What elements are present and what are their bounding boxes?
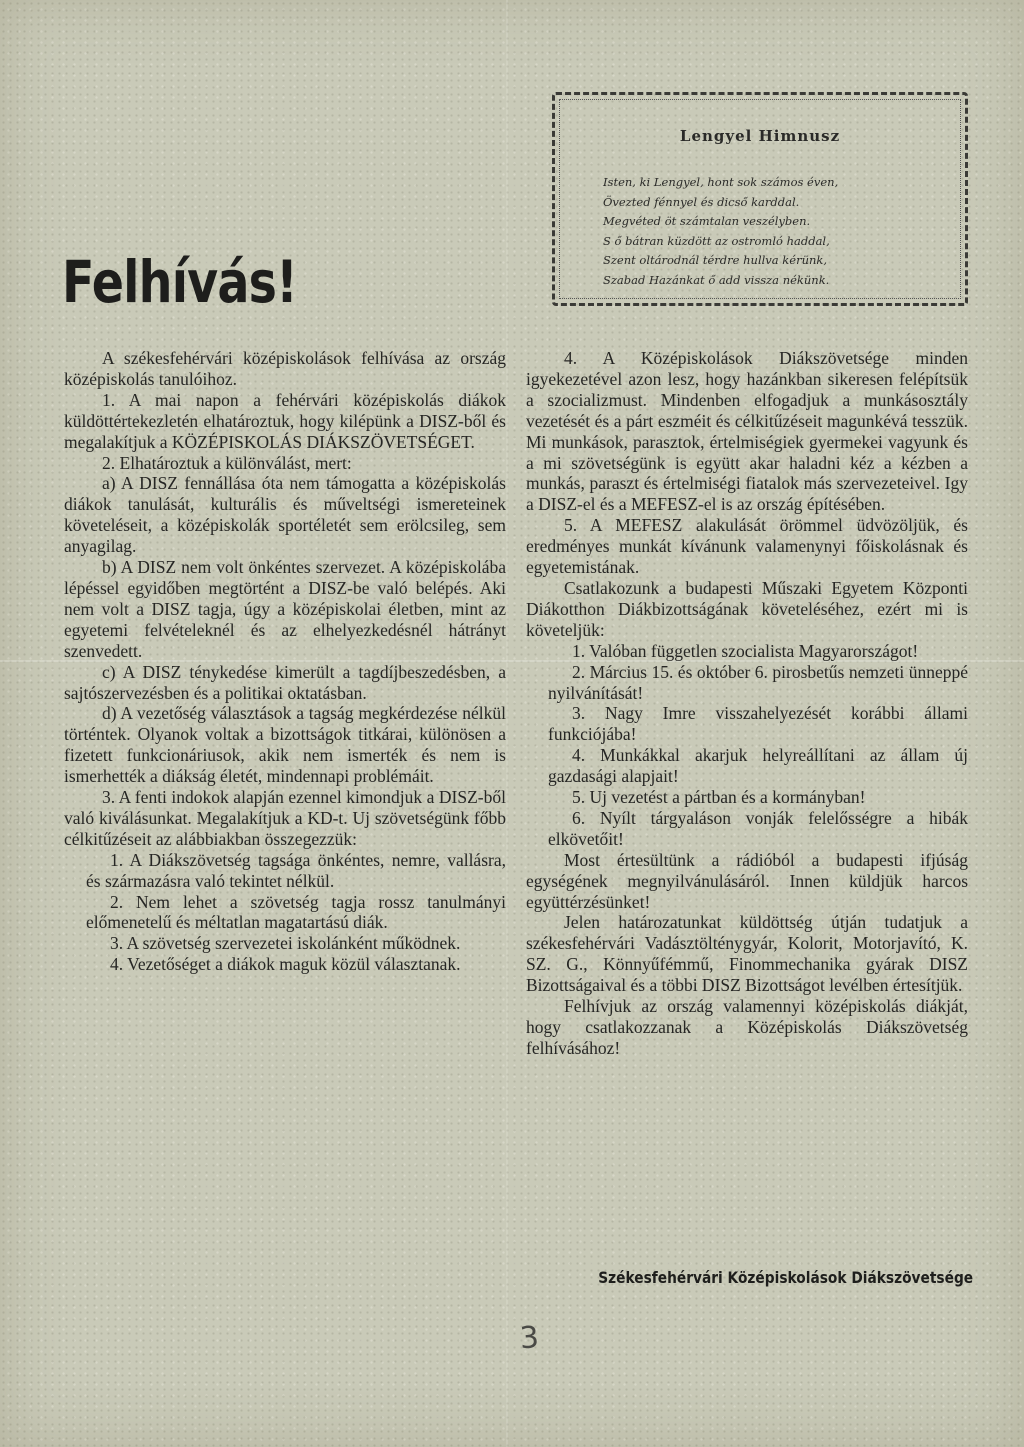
paragraph-notification: Jelen határozatunkat küldöttség útján tudatjuk a székesfehérvári Vadásztölténygyár, Kolorit, Motorjavító, K. SZ. G., Könnyűfémmű, Finommechanika gyárak DISZ Bizottságaival és a többi DISZ Bizottságot levélben értesítjük.: [526, 912, 968, 996]
paragraph-point-4: 4. A Középiskolások Diákszövetsége minden igyekezetével azon lesz, hogy hazánkban sikeresen felépítsük a szocializmust. Mindenben elfogadjuk a munkásosztály vezetését és a párt eszméit és célkitűzéseit magunkévá tesszük. Mi munkások, parasztok, értelmiségiek gyermekei vagyunk és a mi szövetségünk is együtt akar haladni kéz a kézben a munkás, paraszt és értelmiségi fiatalok más szervezeteivel. Igy a DISZ-el és a MEFESZ-el is az ország építésében.: [526, 348, 968, 515]
paragraph-point-1: 1. A mai napon a fehérvári középiskolás diákok küldöttértekezletén elhatároztuk, hogy kilépünk a DISZ-ből és megalakítjuk a KÖZÉPISKOLÁS DIÁKSZÖVETSÉGET.: [64, 389, 506, 452]
left-column: [64, 348, 506, 975]
paragraph-reason-a: a) A DISZ fennállása óta nem támogatta a középiskolás diákok tanulását, kulturális és műveltségi ismereteinek követeléseit, a középiskolák sportéletét sem erölcsileg, sem anyagilag.: [64, 473, 506, 557]
anthem-line: Szent oltárodnál térdre hullva kérünk,: [603, 253, 828, 268]
right-column: [526, 348, 968, 1059]
signature: Székesfehérvári Középiskolások Diákszövetsége: [598, 1268, 974, 1287]
demand-item: 5. Uj vezetést a pártban és a kormányban!: [572, 787, 866, 808]
paragraph-point-5: 5. A MEFESZ alakulását örömmel üdvözöljük, és eredményes munkát kívánunk valamenynyi főiskolásnak és egyetemistának.: [526, 515, 968, 578]
demand-item: 2. Március 15. és október 6. pirosbetűs nemzeti ünneppé nyilvánítását!: [548, 661, 968, 703]
goal-item: 1. A Diákszövetség tagsága önkéntes, nemre, vallásra, és származásra való tekintet nélkül.: [86, 849, 506, 891]
demand-item: 6. Nyílt tárgyaláson vonják felelősségre a hibák elkövetőit!: [548, 807, 968, 849]
paragraph-radio-news: Most értesültünk a rádióból a budapesti ifjúság egységének megnyilvánulásáról. Innen küldjük harcos együttérzésünket!: [526, 849, 968, 912]
paragraph-reason-c: c) A DISZ ténykedése kimerült a tagdíjbeszedésben, a sajtószervezésben és a politikai oktatásban.: [64, 661, 506, 703]
anthem-frame: [552, 92, 968, 306]
paragraph-intro: A székesfehérvári középiskolások felhívása az ország középiskolás tanulóihoz.: [64, 348, 506, 389]
paragraph-call-to-join: Felhívjuk az ország valamennyi középiskolás diákját, hogy csatlakozzanak a Középiskolás Diákszövetség felhívásához!: [526, 996, 968, 1058]
anthem-line: Megvéted öt számtalan veszélyben.: [603, 214, 811, 229]
demand-item: 3. Nagy Imre visszahelyezését korábbi állami funkciójába!: [548, 703, 968, 745]
anthem-line: Isten, ki Lengyel, hont sok számos éven,: [603, 175, 839, 189]
paragraph-reason-b: b) A DISZ nem volt önkéntes szervezet. A középiskolába lépéssel egyidőben megtörtént a DISZ-be való belépés. Aki nem volt a DISZ tagja, úgy a középiskolai életben, mint az egyetemi felvételeknél és az elhelyezkedésnél hátrányt szenvedett.: [64, 557, 506, 661]
handwritten-page-number: 3: [518, 1320, 541, 1357]
anthem-title: Lengyel Himnusz: [679, 127, 841, 145]
paper-fold-vertical: [506, 0, 508, 1447]
anthem-line: S ő bátran küzdött az ostromló haddal,: [603, 233, 830, 248]
paragraph-reason-d: d) A vezetőség választások a tagság megkérdezése nélkül történtek. Olyanok voltak a bizottságok titkárai, különösen a fizetett funkcionáriusok, akik nem ismerték és nem is ismerhették a diákság életét, mindennapi problémáit.: [64, 703, 506, 787]
anthem-line: Szabad Hazánkat ő add vissza nékünk.: [603, 272, 830, 287]
anthem-line: Övezted fénnyel és dicső karddal.: [603, 194, 800, 209]
goal-item: 2. Nem lehet a szövetség tagja rossz tanulmányi előmenetelű és méltatlan magatartású diák.: [86, 891, 506, 933]
paragraph-point-2: 2. Elhatároztuk a különválást, mert:: [102, 452, 352, 473]
headline: Felhívás!: [62, 248, 298, 316]
paragraph-demands-intro: Csatlakozunk a budapesti Műszaki Egyetem Központi Diákotthon Diákbizottságának követeléséhez, ezért mi is követeljük:: [526, 577, 968, 640]
goal-item: 3. A szövetség szervezetei iskolánként működnek.: [110, 933, 461, 954]
demand-item: 4. Munkákkal akarjuk helyreállítani az állam új gazdasági alapjait!: [548, 745, 968, 787]
anthem-verse: [603, 173, 943, 291]
demand-item: 1. Valóban független szocialista Magyarországot!: [572, 640, 919, 661]
goal-item: 4. Vezetőséget a diákok maguk közül választanak.: [110, 954, 461, 975]
paragraph-point-3: 3. A fenti indokok alapján ezennel kimondjuk a DISZ-ből való kiválásunkat. Megalakítjuk a KD-t. Uj szövetségünk főbb célkitűzéseit az alábbiakban összegezzük:: [64, 787, 506, 849]
